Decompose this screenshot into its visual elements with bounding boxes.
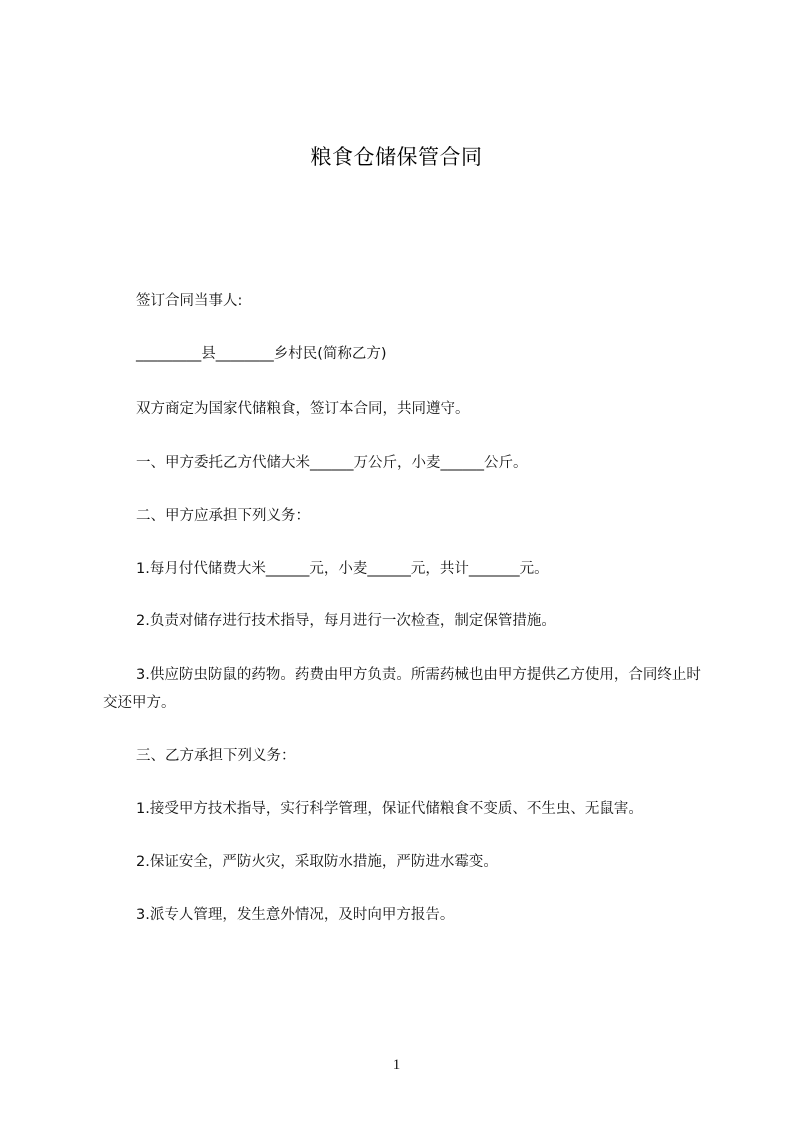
- clause-1: 一、甲方委托乙方代储大米______万公斤，小麦______公斤。: [136, 455, 528, 471]
- document-title: 粮食仓储保管合同: [310, 145, 483, 169]
- clause-2-item-1: 1.每月付代储费大米______元，小麦______元，共计_______元。: [136, 561, 549, 577]
- clause-2-item-2: 2.负责对储存进行技术指导，每月进行一次检查，制定保管措施。: [136, 613, 556, 629]
- agreement-statement: 双方商定为国家代储粮食，签订本合同，共同遵守。: [136, 401, 470, 417]
- party-b-line: _________县________乡村民(简称乙方): [136, 346, 387, 362]
- page-number: 1: [392, 1057, 401, 1073]
- clause-3-heading: 三、乙方承担下列义务：: [136, 748, 296, 764]
- clause-3-item-3: 3.派专人管理，发生意外情况，及时向甲方报告。: [136, 907, 455, 923]
- clause-3-item-2: 2.保证安全，严防火灾，采取防水措施，严防进水霉变。: [136, 854, 498, 870]
- clause-2-item-3: 3.供应防虫防鼠的药物。药费由甲方负责。所需药械也由甲方提供乙方使用，合同终止时交还甲方。: [103, 667, 701, 711]
- clause-2-heading: 二、甲方应承担下列义务：: [136, 508, 310, 524]
- parties-heading: 签订合同当事人:: [136, 293, 243, 309]
- clause-3-item-1: 1.接受甲方技术指导，实行科学管理，保证代储粮食不变质、不生虫、无鼠害。: [136, 801, 643, 817]
